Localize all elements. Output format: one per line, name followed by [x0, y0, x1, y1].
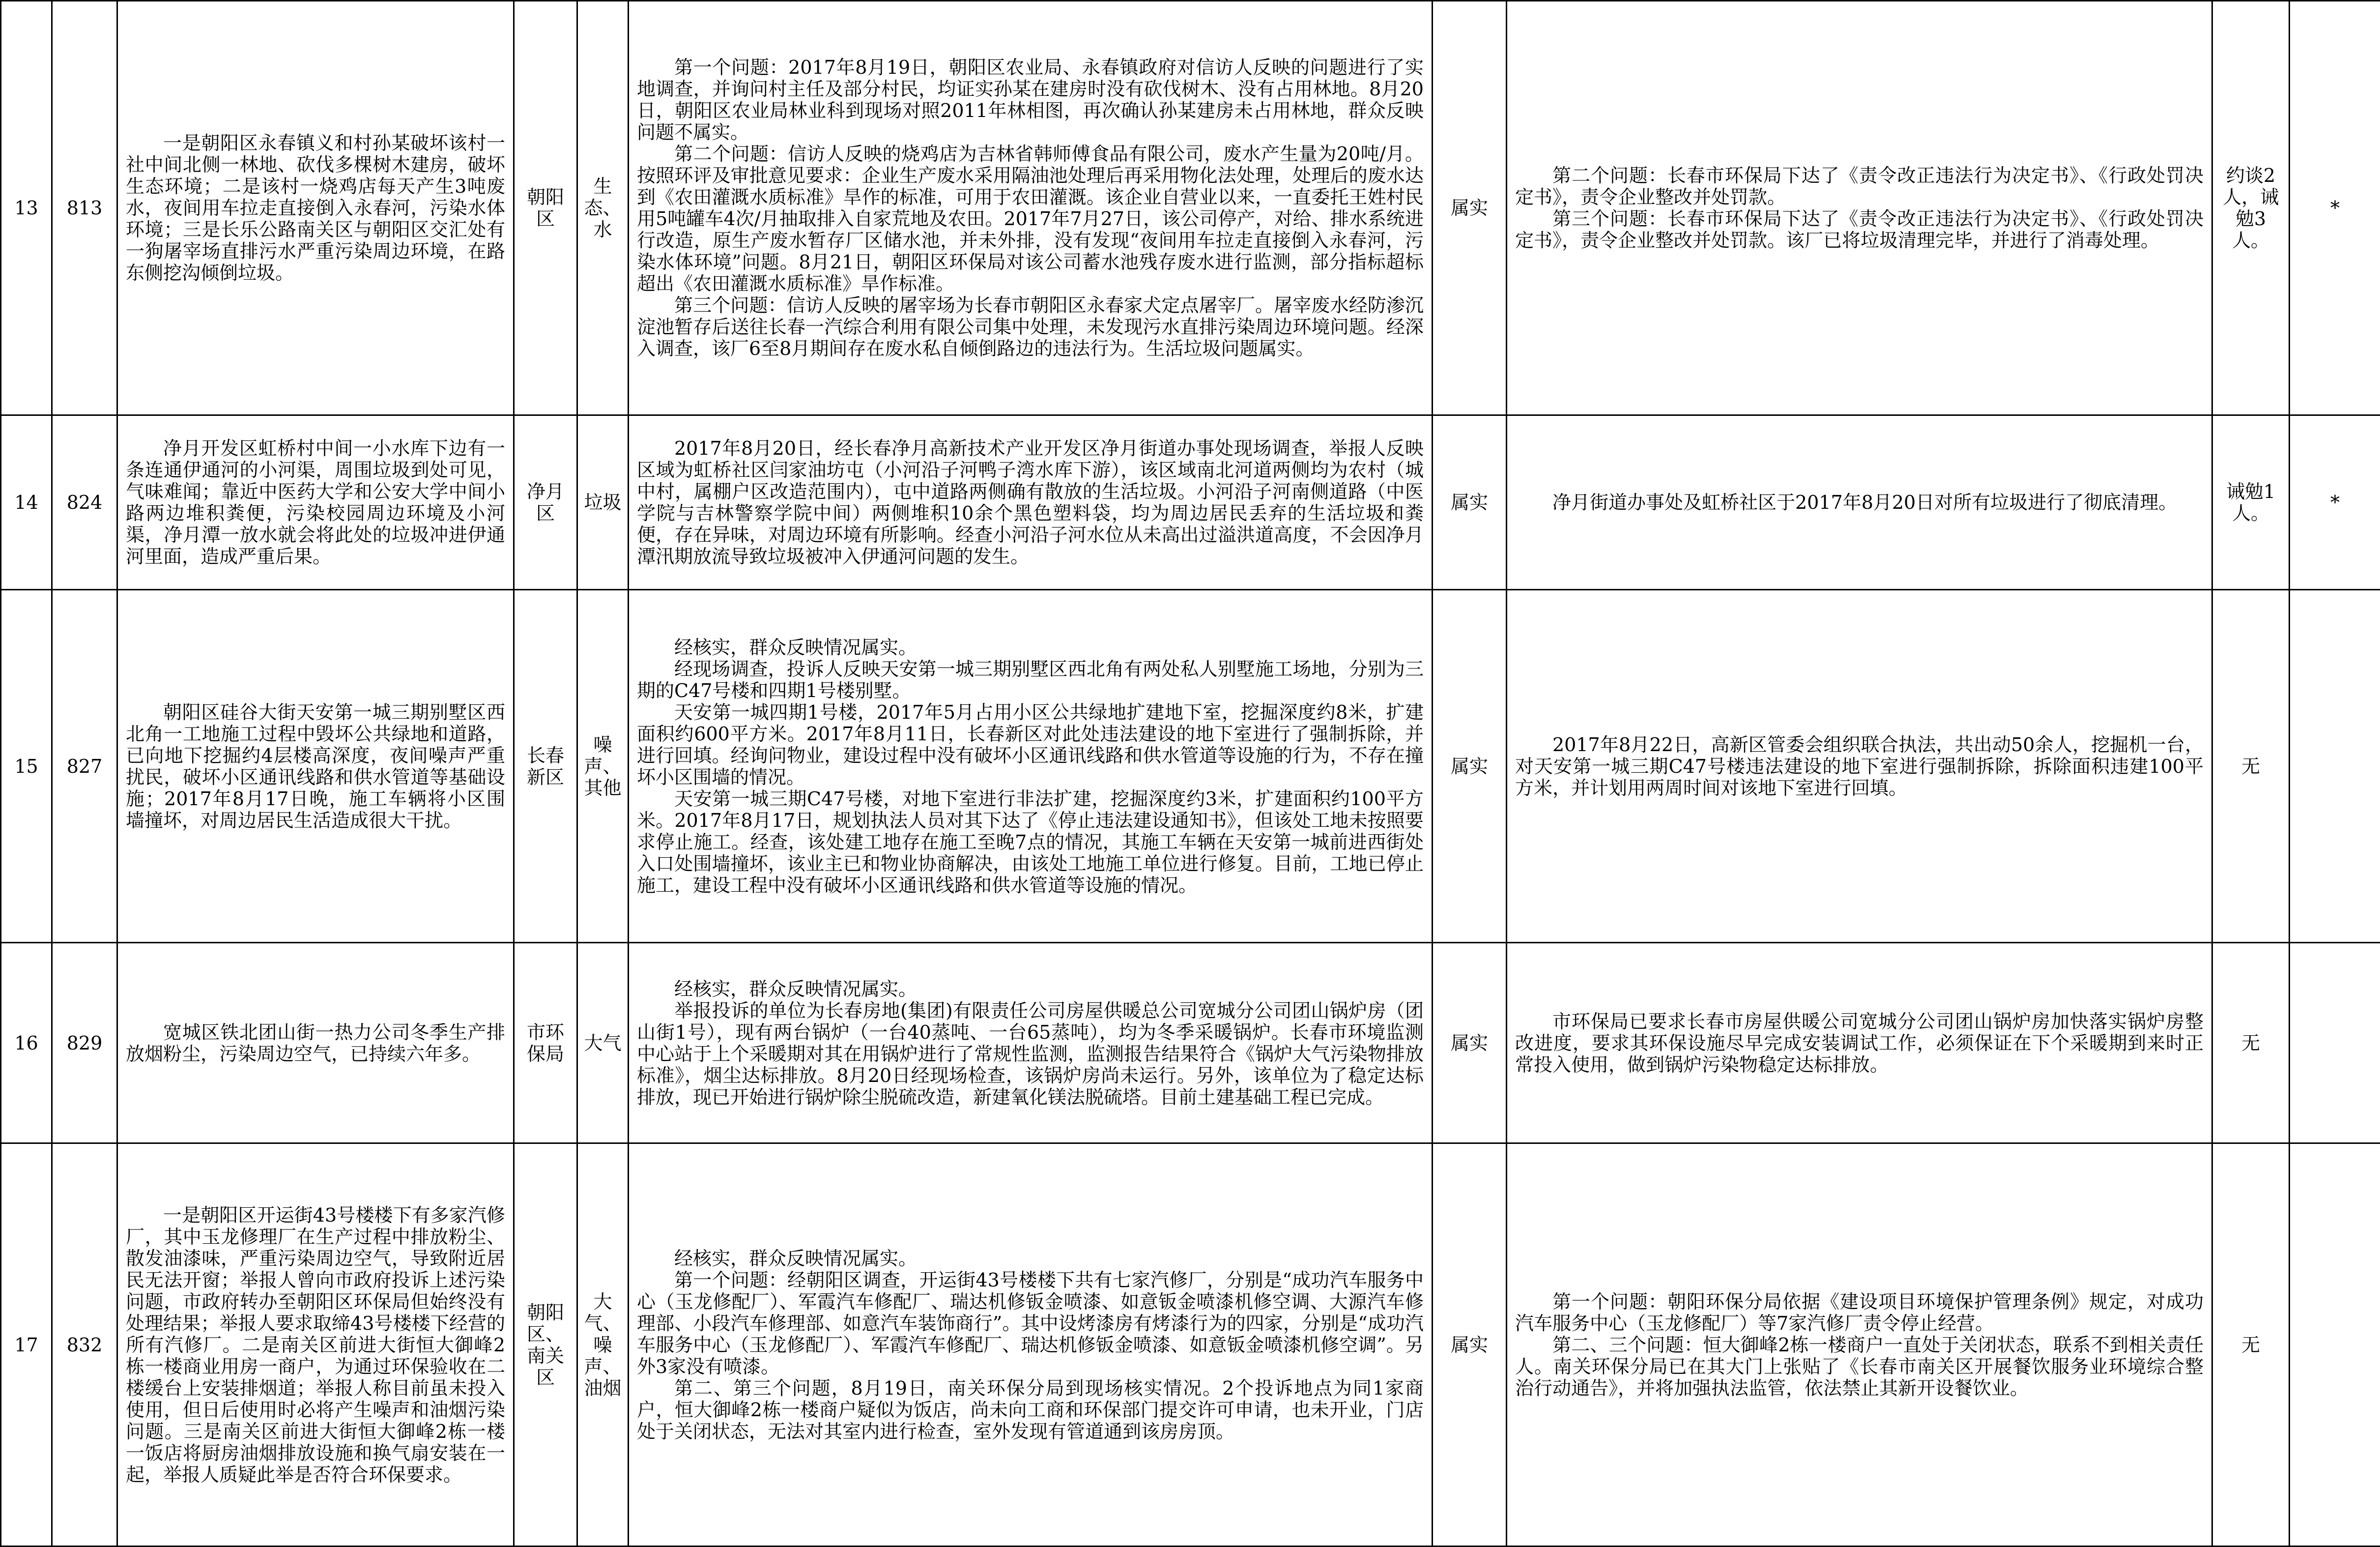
- verdict: 属实: [1433, 1143, 1507, 1547]
- case-id: 827: [52, 590, 117, 943]
- complaint-text: [117, 590, 514, 943]
- handling-paragraph: 第一个问题：朝阳环保分局依据《建设项目环境保护管理条例》规定，对成功汽车服务中心（玉龙修配厂）等7家汽修厂责令停止经营。: [1515, 1291, 2204, 1334]
- district: 净月区: [514, 415, 577, 590]
- accountability: 无: [2212, 1143, 2290, 1547]
- verdict: 属实: [1433, 1, 1507, 415]
- note-mark: [2290, 590, 2380, 943]
- investigation-result: [629, 943, 1433, 1143]
- accountability: 无: [2212, 590, 2290, 943]
- complaint-paragraph: 净月开发区虹桥村中间一小水库下边有一条连通伊通河的小河渠，周围垃圾到处可见，气味难闻；靠近中医药大学和公安大学中间小路两边堆积粪便，污染校园周边环境及小河渠，净月潭一放水就会将此处的垃圾冲进伊通河里面，造成严重后果。: [126, 438, 505, 567]
- complaint-text: [117, 1143, 514, 1547]
- district: 朝阳区: [514, 1, 577, 415]
- investigation-paragraph: 经现场调查，投诉人反映天安第一城三期别墅区西北角有两处私人别墅施工场地，分别为三期的C47号楼和四期1号楼别墅。: [637, 658, 1424, 701]
- accountability: 诫勉1人。: [2212, 415, 2290, 590]
- case-id: 813: [52, 1, 117, 415]
- seq-number: 14: [1, 415, 52, 590]
- complaint-paragraph: 朝阳区硅谷大街天安第一城三期别墅区西北角一工地施工过程中毁坏公共绿地和道路，已向地下挖掘约4层楼高深度，夜间噪声严重扰民，破坏小区通讯线路和供水管道等基础设施；2017年8月17日晚，施工车辆将小区围墙撞坏，对周边居民生活造成很大干扰。: [126, 701, 505, 831]
- district: 市环保局: [514, 943, 577, 1143]
- handling-paragraph: 第二、三个问题：恒大御峰2栋一楼商户一直处于关闭状态，联系不到相关责任人。南关环保分局已在其大门上张贴了《长春市南关区开展餐饮服务业环境综合整治行动通告》，并将加强执法监管，依法禁止其新开设餐饮业。: [1515, 1334, 2204, 1399]
- table-row: [1, 415, 2380, 590]
- verdict: 属实: [1433, 590, 1507, 943]
- investigation-paragraph: 天安第一城三期C47号楼，对地下室进行非法扩建，挖掘深度约3米，扩建面积约100平方米。2017年8月17日，规划执法人员对其下达了《停止违法建设通知书》，但该处工地未按照要求停止施工。经查，该处建工地存在施工至晚7点的情况，其施工车辆在天安第一城前进西街处入口处围墙撞坏，该业主已和物业协商解决，由该处工地施工单位进行修复。目前，工地已停止施工，建设工程中没有破坏小区通讯线路和供水管道等设施的情况。: [637, 788, 1424, 896]
- complaint-paragraph: 一是朝阳区开运街43号楼楼下有多家汽修厂，其中玉龙修理厂在生产过程中排放粉尘、散发油漆味，严重污染周边空气，导致附近居民无法开窗；举报人曾向市政府投诉上述污染问题，市政府转办至朝阳区环保局但始终没有处理结果；举报人要求取缔43号楼楼下经营的所有汽修厂。二是南关区前进大街恒大御峰2栋一楼商业用房一商户，为通过环保验收在二楼缓台上安装排烟道；举报人称目前虽未投入使用，但日后使用时必将产生噪声和油烟污染问题。三是南关区前进大街恒大御峰2栋一楼一饭店将厨房油烟排放设施和换气扇安装在一起，举报人质疑此举是否符合环保要求。: [126, 1204, 505, 1486]
- investigation-paragraph: 第二、第三个问题，8月19日，南关环保分局到现场核实情况。2个投诉地点为同1家商户，恒大御峰2栋一楼商户疑似为饭店，尚未向工商和环保部门提交许可申请，也未开业，门店处于关闭状态，无法对其室内进行检查，室外发现有管道通到该房房顶。: [637, 1377, 1424, 1442]
- accountability: 无: [2212, 943, 2290, 1143]
- handling-result: [1507, 590, 2212, 943]
- investigation-paragraph: 第三个问题：信访人反映的屠宰场为长春市朝阳区永春家犬定点屠宰厂。屠宰废水经防渗沉淀池暂存后送往长春一汽综合利用有限公司集中处理，未发现污水直排污染周边环境问题。经深入调查，该厂6至8月期间存在废水私自倾倒路边的违法行为。生活垃圾问题属实。: [637, 294, 1424, 359]
- seq-number: 15: [1, 590, 52, 943]
- seq-number: 17: [1, 1143, 52, 1547]
- handling-result: [1507, 943, 2212, 1143]
- complaint-paragraph: 宽城区铁北团山街一热力公司冬季生产排放烟粉尘，污染周边空气，已持续六年多。: [126, 1022, 505, 1065]
- case-id: 824: [52, 415, 117, 590]
- investigation-paragraph: 2017年8月20日，经长春净月高新技术产业开发区净月街道办事处现场调查，举报人反映区域为虹桥社区闫家油坊屯（小河沿子河鸭子湾水库下游），该区域南北河道两侧均为农村（城中村，属棚户区改造范围内），屯中道路两侧确有散放的生活垃圾。小河沿子河南侧道路（中医学院与吉林警察学院中间）两侧堆积10余个黑色塑料袋，均为周边居民丢弃的生活垃圾和粪便，存在异味，对周边环境有所影响。经查小河沿子河水位从未高出过溢洪道高度，不会因净月潭汛期放流导致垃圾被冲入伊通河问题的发生。: [637, 438, 1424, 567]
- category: 大气、噪声、油烟: [577, 1143, 629, 1547]
- investigation-result: [629, 415, 1433, 590]
- seq-number: 16: [1, 943, 52, 1143]
- handling-paragraph: 第三个问题：长春市环保局下达了《责令改正违法行为决定书》、《行政处罚决定书》，责令企业整改并处罚款。该厂已将垃圾清理完毕，并进行了消毒处理。: [1515, 208, 2204, 251]
- complaint-text: [117, 943, 514, 1143]
- note-mark: [2290, 943, 2380, 1143]
- table-row: [1, 943, 2380, 1143]
- complaint-text: [117, 415, 514, 590]
- investigation-paragraph: 第二个问题：信访人反映的烧鸡店为吉林省韩师傅食品有限公司，废水产生量为20吨/月。按照环评及审批意见要求：企业生产废水采用隔油池处理后再采用物化法处理，处理后的废水达到《农田灌溉水质标准》旱作的标准，可用于农田灌溉。该企业自营业以来，一直委托王姓村民用5吨罐车4次/月抽取排入自家荒地及农田。2017年7月27日，该公司停产，对给、排水系统进行改造，原生产废水暂存厂区储水池，并未外排，没有发现“夜间用车拉走直接倒入永春河，污染水体环境”问题。8月21日，朝阳区环保局对该公司蓄水池残存废水进行监测，部分指标超标超出《农田灌溉水质标准》旱作标准。: [637, 143, 1424, 294]
- table-row: [1, 590, 2380, 943]
- investigation-paragraph: 第一个问题：2017年8月19日，朝阳区农业局、永春镇政府对信访人反映的问题进行了实地调查，并询问村主任及部分村民，均证实孙某在建房时没有砍伐树木、没有占用林地。8月20日，朝阳区农业局林业科到现场对照2011年林相图，再次确认孙某建房未占用林地，群众反映问题不属实。: [637, 57, 1424, 143]
- case-id: 832: [52, 1143, 117, 1547]
- investigation-result: [629, 1, 1433, 415]
- note-mark: *: [2290, 415, 2380, 590]
- investigation-paragraph: 经核实，群众反映情况属实。: [637, 1248, 1424, 1269]
- investigation-result: [629, 1143, 1433, 1547]
- investigation-paragraph: 经核实，群众反映情况属实。: [637, 978, 1424, 1000]
- investigation-paragraph: 天安第一城四期1号楼，2017年5月占用小区公共绿地扩建地下室，挖掘深度约8米，扩建面积约600平方米。2017年8月11日，长春新区对此处违法建设的地下室进行了强制拆除，并进行回填。经询问物业，建设过程中没有破坏小区通讯线路和供水管道等设施的行为，不存在撞坏小区围墙的情况。: [637, 701, 1424, 788]
- complaint-paragraph: 一是朝阳区永春镇义和村孙某破坏该村一社中间北侧一林地、砍伐多棵树木建房，破坏生态环境；二是该村一烧鸡店每天产生3吨废水，夜间用车拉走直接倒入永春河，污染水体环境；三是长乐公路南关区与朝阳区交汇处有一狗屠宰场直排污水严重污染周边环境，在路东侧挖沟倾倒垃圾。: [126, 132, 505, 284]
- accountability: 约谈2人，诫勉3人。: [2212, 1, 2290, 415]
- category: 大气: [577, 943, 629, 1143]
- investigation-result: [629, 590, 1433, 943]
- handling-paragraph: 2017年8月22日，高新区管委会组织联合执法，共出动50余人，挖掘机一台，对天安第一城三期C47号楼违法建设的地下室进行强制拆除，拆除面积违建100平方米，并计划用两周时间对该地下室进行回填。: [1515, 734, 2204, 799]
- district: 长春新区: [514, 590, 577, 943]
- note-mark: [2290, 1143, 2380, 1547]
- investigation-paragraph: 第一个问题：经朝阳区调查，开运街43号楼楼下共有七家汽修厂，分别是“成功汽车服务中心（玉龙修配厂）、军霞汽车修配厂、瑞达机修钣金喷漆、如意钣金喷漆机修空调、大源汽车修理部、小段汽车修理部、如意汽车装饰商行”。其中设烤漆房有烤漆行为的四家，分别是“成功汽车服务中心（玉龙修配厂）、军霞汽车修配厂、瑞达机修钣金喷漆、如意钣金喷漆机修空调”。另外3家没有喷漆。: [637, 1269, 1424, 1377]
- investigation-paragraph: 经核实，群众反映情况属实。: [637, 637, 1424, 658]
- handling-result: [1507, 1143, 2212, 1547]
- category: 噪声、其他: [577, 590, 629, 943]
- note-mark: *: [2290, 1, 2380, 415]
- table-row: [1, 1143, 2380, 1547]
- verdict: 属实: [1433, 943, 1507, 1143]
- district: 朝阳区、南关区: [514, 1143, 577, 1547]
- handling-paragraph: 净月街道办事处及虹桥社区于2017年8月20日对所有垃圾进行了彻底清理。: [1515, 492, 2204, 513]
- case-id: 829: [52, 943, 117, 1143]
- handling-paragraph: 第二个问题：长春市环保局下达了《责令改正违法行为决定书》、《行政处罚决定书》，责令企业整改并处罚款。: [1515, 165, 2204, 208]
- verdict: 属实: [1433, 415, 1507, 590]
- seq-number: 13: [1, 1, 52, 415]
- handling-result: [1507, 1, 2212, 415]
- category: 垃圾: [577, 415, 629, 590]
- complaint-text: [117, 1, 514, 415]
- table-row: [1, 1, 2380, 415]
- category: 生态、水: [577, 1, 629, 415]
- handling-result: [1507, 415, 2212, 590]
- investigation-paragraph: 举报投诉的单位为长春房地(集团)有限责任公司房屋供暖总公司宽城分公司团山锅炉房（团山街1号），现有两台锅炉（一台40蒸吨、一台65蒸吨），均为冬季采暖锅炉。长春市环境监测中心站于上个采暖期对其在用锅炉进行了常规性监测，监测报告结果符合《锅炉大气污染物排放标准》，烟尘达标排放。8月20日经现场检查，该锅炉房尚未运行。另外，该单位为了稳定达标排放，现已开始进行锅炉除尘脱硫改造，新建氧化镁法脱硫塔。目前土建基础工程已完成。: [637, 1000, 1424, 1108]
- handling-paragraph: 市环保局已要求长春市房屋供暖公司宽城分公司团山锅炉房加快落实锅炉房整改进度，要求其环保设施尽早完成安装调试工作，必须保证在下个采暖期到来时正常投入使用，做到锅炉污染物稳定达标排放。: [1515, 1011, 2204, 1076]
